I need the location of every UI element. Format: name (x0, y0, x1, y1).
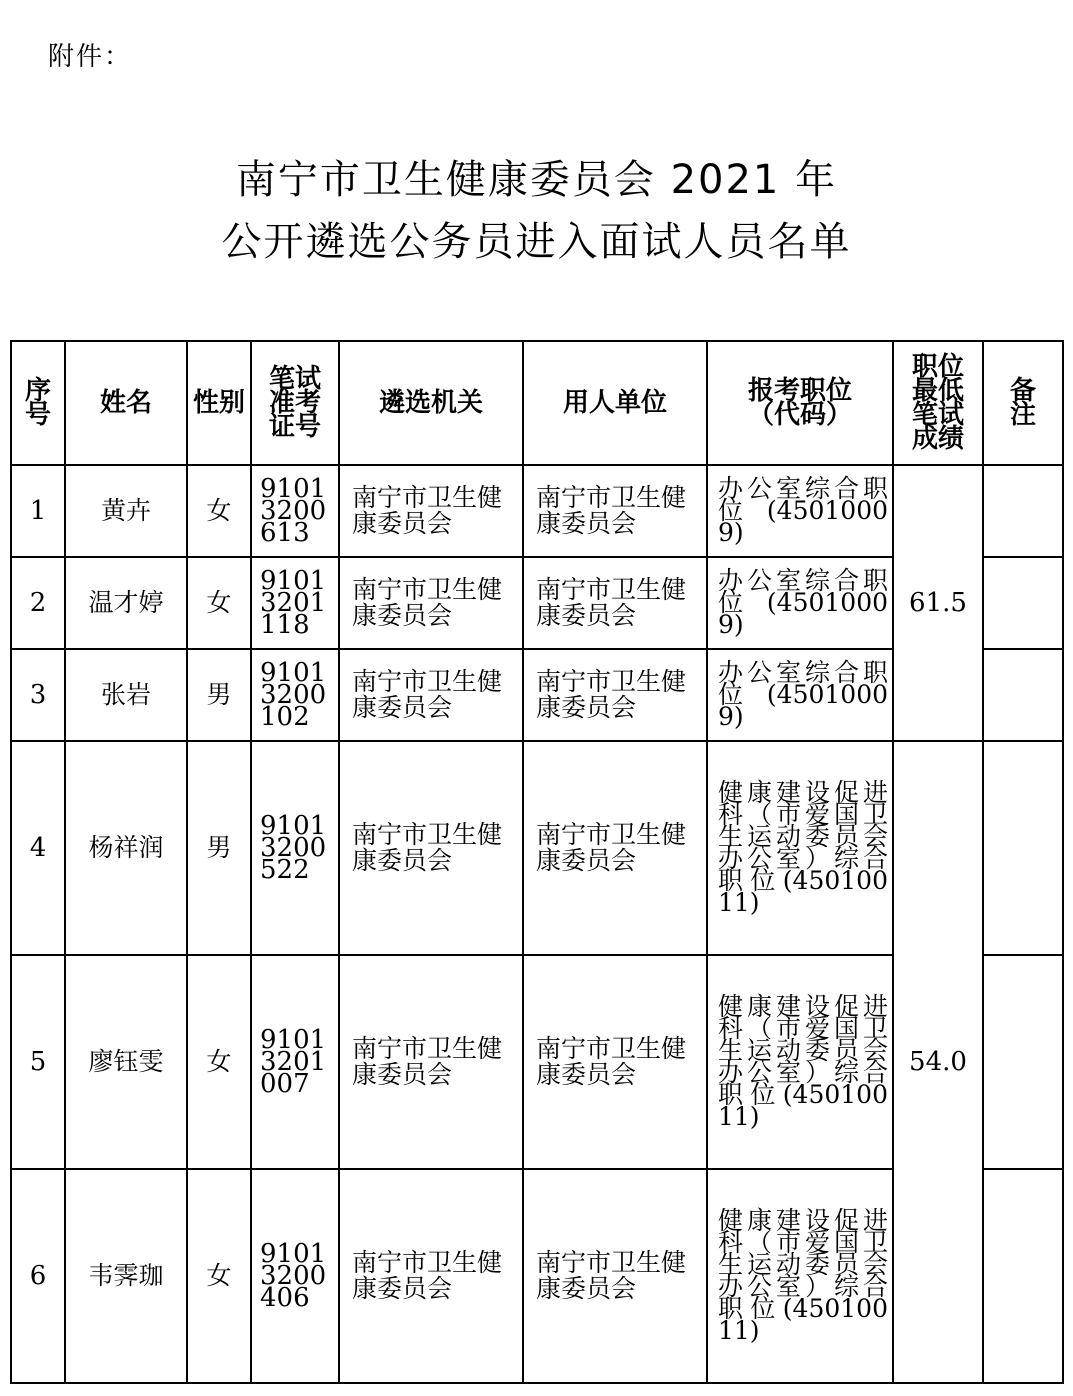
cell-exam-no: 9101 3200 522 (251, 741, 339, 955)
cell-unit: 南宁市卫生健康委员会 (523, 557, 707, 649)
cell-gender: 女 (187, 1169, 251, 1383)
cell-remark (983, 1169, 1063, 1383)
cell-unit: 南宁市卫生健康委员会 (523, 465, 707, 557)
cell-position: 办公室综合职位(45010009) (707, 649, 893, 741)
header-name: 姓名 (65, 341, 187, 465)
attachment-label: 附件： (48, 42, 133, 72)
cell-remark (983, 557, 1063, 649)
cell-agency: 南宁市卫生健康委员会 (339, 955, 523, 1169)
cell-agency: 南宁市卫生健康委员会 (339, 1169, 523, 1383)
table-row (11, 741, 1063, 955)
cell-index: 2 (11, 557, 65, 649)
cell-index: 5 (11, 955, 65, 1169)
cell-gender: 女 (187, 465, 251, 557)
cell-remark (983, 741, 1063, 955)
header-position: 报考职位 （代码） (707, 341, 893, 465)
cell-position: 健康建设促进科（市爱国卫生运动委员会办公室）综合职位(45010011) (707, 741, 893, 955)
cell-min-score: 54.0 (893, 741, 983, 1383)
candidate-table (10, 340, 1064, 1384)
header-remark: 备注 (983, 341, 1063, 465)
cell-index: 1 (11, 465, 65, 557)
cell-gender: 女 (187, 955, 251, 1169)
cell-position: 健康建设促进科（市爱国卫生运动委员会办公室）综合职位(45010011) (707, 955, 893, 1169)
header-gender: 性别 (187, 341, 251, 465)
header-unit: 用人单位 (523, 341, 707, 465)
header-min-score: 职位 最低 笔试 成绩 (893, 341, 983, 465)
cell-name: 韦霁珈 (65, 1169, 187, 1383)
header-exam-no: 笔试 准考 证号 (251, 341, 339, 465)
document-title-line1: 南宁市卫生健康委员会 2021 年 (235, 157, 838, 203)
cell-name: 张岩 (65, 649, 187, 741)
cell-index: 4 (11, 741, 65, 955)
cell-remark (983, 649, 1063, 741)
cell-name: 廖钰雯 (65, 955, 187, 1169)
table-row (11, 465, 1063, 557)
cell-position: 健康建设促进科（市爱国卫生运动委员会办公室）综合职位(45010011) (707, 1169, 893, 1383)
cell-min-score: 61.5 (893, 465, 983, 741)
cell-remark (983, 465, 1063, 557)
cell-unit: 南宁市卫生健康委员会 (523, 1169, 707, 1383)
cell-gender: 男 (187, 741, 251, 955)
cell-exam-no: 9101 3200 406 (251, 1169, 339, 1383)
cell-name: 黄卉 (65, 465, 187, 557)
cell-exam-no: 9101 3200 613 (251, 465, 339, 557)
header-agency: 遴选机关 (339, 341, 523, 465)
cell-remark (983, 955, 1063, 1169)
cell-index: 3 (11, 649, 65, 741)
cell-agency: 南宁市卫生健康委员会 (339, 557, 523, 649)
cell-index: 6 (11, 1169, 65, 1383)
cell-name: 杨祥润 (65, 741, 187, 955)
cell-gender: 男 (187, 649, 251, 741)
cell-exam-no: 9101 3201 007 (251, 955, 339, 1169)
table-header-row (11, 341, 1063, 465)
cell-exam-no: 9101 3200 102 (251, 649, 339, 741)
header-index: 序号 (11, 341, 65, 465)
cell-agency: 南宁市卫生健康委员会 (339, 649, 523, 741)
cell-gender: 女 (187, 557, 251, 649)
cell-unit: 南宁市卫生健康委员会 (523, 741, 707, 955)
cell-unit: 南宁市卫生健康委员会 (523, 955, 707, 1169)
cell-exam-no: 9101 3201 118 (251, 557, 339, 649)
cell-agency: 南宁市卫生健康委员会 (339, 465, 523, 557)
cell-position: 办公室综合职位(45010009) (707, 557, 893, 649)
document-title-line2: 公开遴选公务员进入面试人员名单 (221, 219, 852, 265)
cell-position: 办公室综合职位(45010009) (707, 465, 893, 557)
cell-name: 温才婷 (65, 557, 187, 649)
cell-unit: 南宁市卫生健康委员会 (523, 649, 707, 741)
cell-agency: 南宁市卫生健康委员会 (339, 741, 523, 955)
